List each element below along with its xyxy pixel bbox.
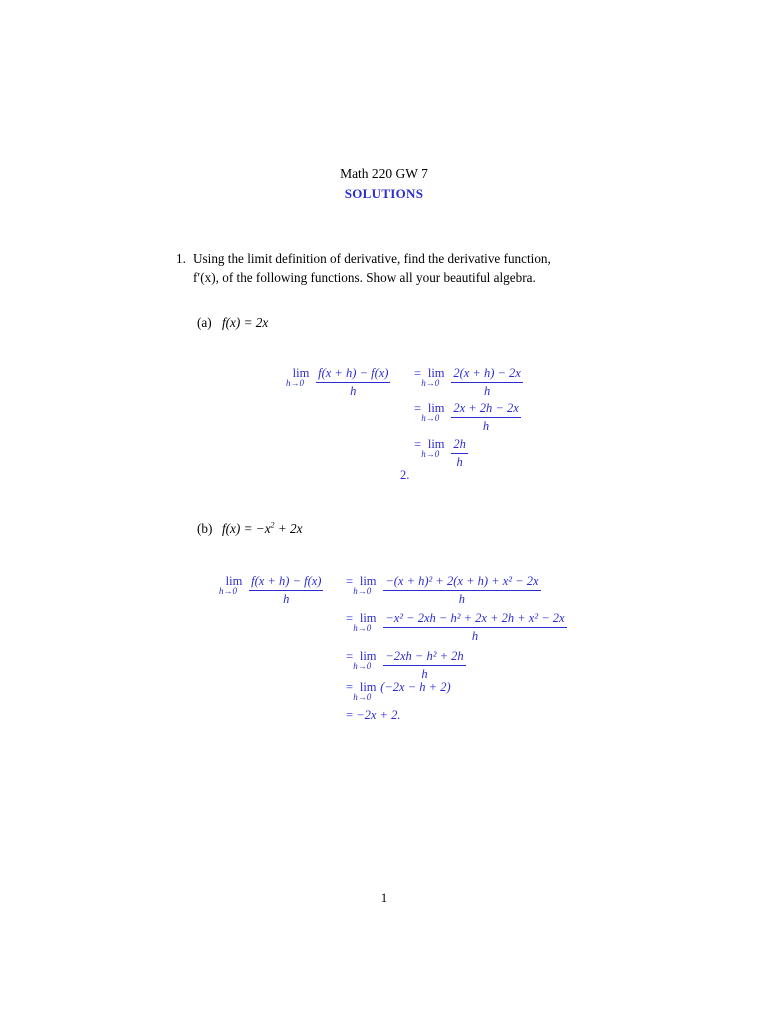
solutions-heading: SOLUTIONS: [344, 186, 424, 201]
page-number: 1: [380, 891, 388, 905]
limit-operator: lim h→0: [219, 574, 243, 597]
part-a-result: 2.: [400, 468, 410, 482]
part-b-step1: = lim h→0 $\frac{\text{−(x + h)² + 2(x + h) + x² − 2x}}{h}$: [346, 574, 539, 606]
part-b-label: (b): [197, 521, 213, 536]
problem-number: 1.: [176, 251, 186, 266]
part-a-step2: = lim h→0 $\frac{2x + 2h - 2x}{h}$: [414, 401, 519, 433]
part-b-result: = −2x + 2.: [346, 708, 401, 722]
part-b-step4: = lim h→0 (−2x − h + 2): [346, 680, 451, 702]
part-b-function: $f(x) = -x^2 + 2x$: [222, 520, 303, 536]
document-title: Math 220 GW 7: [340, 166, 428, 181]
part-a-lhs: [286, 358, 390, 398]
part-a-label: (a): [197, 315, 212, 330]
part-a-step1: = lim h→0 $\frac{2(x + h) - 2x}{h}$: [414, 366, 521, 398]
difference-quotient: $\frac{f(x + h) - f(x)}{h}$: [318, 366, 389, 398]
part-b-lhs: [219, 566, 323, 606]
difference-quotient: $\frac{f(x + h) - f(x)}{h}$: [251, 574, 322, 606]
problem-text-line2: f′(x), of the following functions. Show all your beautiful algebra.: [193, 270, 536, 285]
part-a-function: f(x) = 2x: [222, 315, 269, 330]
part-b-step3: = lim h→0 $\frac{\text{−2xh − h² + 2h}}{h}$: [346, 649, 464, 681]
limit-operator: lim h→0: [286, 366, 310, 389]
problem-text-line1: Using the limit definition of derivative, find the derivative function,: [193, 251, 551, 266]
part-b-step2: = lim h→0 $\frac{\text{−x² − 2xh − h² + 2x + 2h + x² − 2x}}{h}$: [346, 611, 565, 643]
part-a-step3: = lim h→0 $\frac{2h}{h}$: [414, 437, 466, 469]
